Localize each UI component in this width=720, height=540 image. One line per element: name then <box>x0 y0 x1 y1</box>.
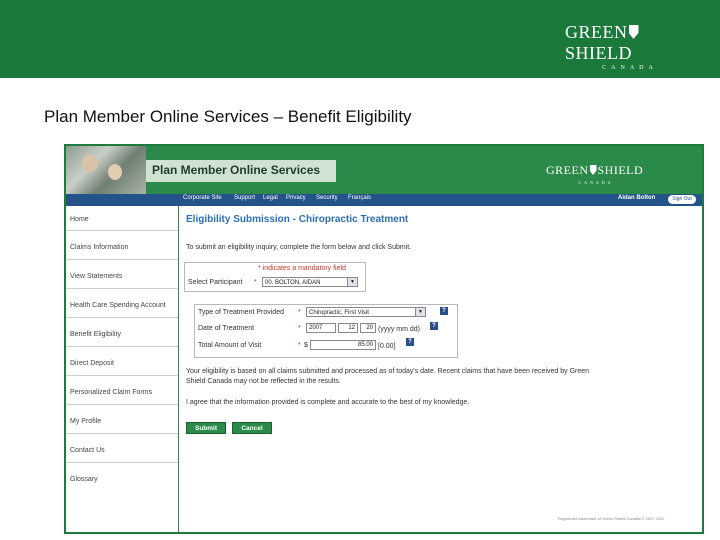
eligibility-disclaimer-line-1: Your eligibility is based on all claims submitted and processed as of today's date. Recent claims that have been received by Green <box>186 368 590 375</box>
nav-link-support[interactable]: Support <box>234 195 256 201</box>
total-amount-label: Total Amount of Visit <box>198 342 262 349</box>
treatment-type-select[interactable]: Chiropractic, First Visit ▼ <box>306 307 426 317</box>
sidebar-item-health-care-spending-account[interactable]: Health Care Spending Account <box>70 302 166 309</box>
cancel-button[interactable]: Cancel <box>232 422 272 434</box>
sign-out-button[interactable]: Sign Out <box>668 195 696 204</box>
sidebar-item-claims-information[interactable]: Claims Information <box>70 244 129 251</box>
nav-link-legal[interactable]: Legal <box>263 195 278 201</box>
sidebar-item-benefit-eligibility[interactable]: Benefit Eligibility <box>70 331 121 338</box>
participant-label: Select Participant <box>188 279 243 286</box>
sidebar-item-home[interactable]: Home <box>70 216 89 223</box>
shield-icon <box>590 165 597 175</box>
sidebar-item-personalized-claim-forms[interactable]: Personalized Claim Forms <box>70 389 153 396</box>
nav-link-francais[interactable]: Français <box>348 195 372 201</box>
chevron-down-icon: ▼ <box>415 308 425 316</box>
nav-link-security[interactable]: Security <box>316 195 338 201</box>
date-day-input[interactable]: 20 <box>360 323 376 333</box>
top-nav-bar <box>66 194 702 206</box>
footer-copyright: Registered trademark of Green Shield Canada © 2007 GSC <box>558 516 665 521</box>
nav-link-privacy[interactable]: Privacy <box>286 195 306 201</box>
sidebar <box>66 206 179 532</box>
green-shield-logo: GREENSHIELD CANADA <box>565 22 658 71</box>
date-format-hint: (yyyy mm dd) <box>378 326 420 333</box>
header-photo <box>66 146 146 194</box>
sidebar-item-my-profile[interactable]: My Profile <box>70 418 102 425</box>
treatment-type-label: Type of Treatment Provided <box>198 309 284 316</box>
sidebar-item-view-statements[interactable]: View Statements <box>70 273 123 280</box>
help-icon[interactable]: ? <box>430 322 438 330</box>
nav-link-corporate-site[interactable]: Corporate Site <box>183 195 222 201</box>
app-title: Plan Member Online Services <box>152 163 321 177</box>
date-of-treatment-label: Date of Treatment <box>198 325 255 332</box>
app-header <box>66 146 702 194</box>
date-month-input[interactable]: 12 <box>338 323 358 333</box>
date-year-input[interactable]: 2007 <box>306 323 336 333</box>
eligibility-disclaimer-line-2: Shield Canada may not be reflected in the results. <box>186 378 341 385</box>
sidebar-item-direct-deposit[interactable]: Direct Deposit <box>70 360 114 367</box>
required-asterisk: * <box>298 309 301 316</box>
help-icon[interactable]: ? <box>406 338 414 346</box>
total-amount-input[interactable]: 85.00 <box>310 340 376 350</box>
app-window <box>66 146 702 532</box>
header-logo: GREEN SHIELD CANADA <box>546 163 644 185</box>
user-name: Aidan Bolton <box>618 195 656 201</box>
required-asterisk: * <box>298 325 301 332</box>
app-screenshot-frame <box>64 144 704 534</box>
required-asterisk: * <box>254 279 257 286</box>
sidebar-item-glossary[interactable]: Glossary <box>70 476 98 483</box>
page-title: Eligibility Submission - Chiropractic Treatment <box>186 214 409 225</box>
amount-format-hint: [0.00] <box>378 343 396 350</box>
submit-button[interactable]: Submit <box>186 422 226 434</box>
slide-title: Plan Member Online Services – Benefit Eligibility <box>44 107 412 126</box>
agreement-text: I agree that the information provided is complete and accurate to the best of my knowledge. <box>186 399 470 406</box>
shield-icon <box>629 25 639 39</box>
chevron-down-icon: ▼ <box>347 278 357 286</box>
help-icon[interactable]: ? <box>440 307 448 315</box>
required-note: * indicates a mandatory field <box>258 265 346 272</box>
sidebar-item-contact-us[interactable]: Contact Us <box>70 447 105 454</box>
currency-symbol: $ <box>304 342 308 349</box>
required-asterisk: * <box>298 342 301 349</box>
participant-select[interactable]: 00. BOLTON, AIDAN ▼ <box>262 277 358 287</box>
form-intro-text: To submit an eligibility inquiry, complete the form below and click Submit. <box>186 244 412 251</box>
